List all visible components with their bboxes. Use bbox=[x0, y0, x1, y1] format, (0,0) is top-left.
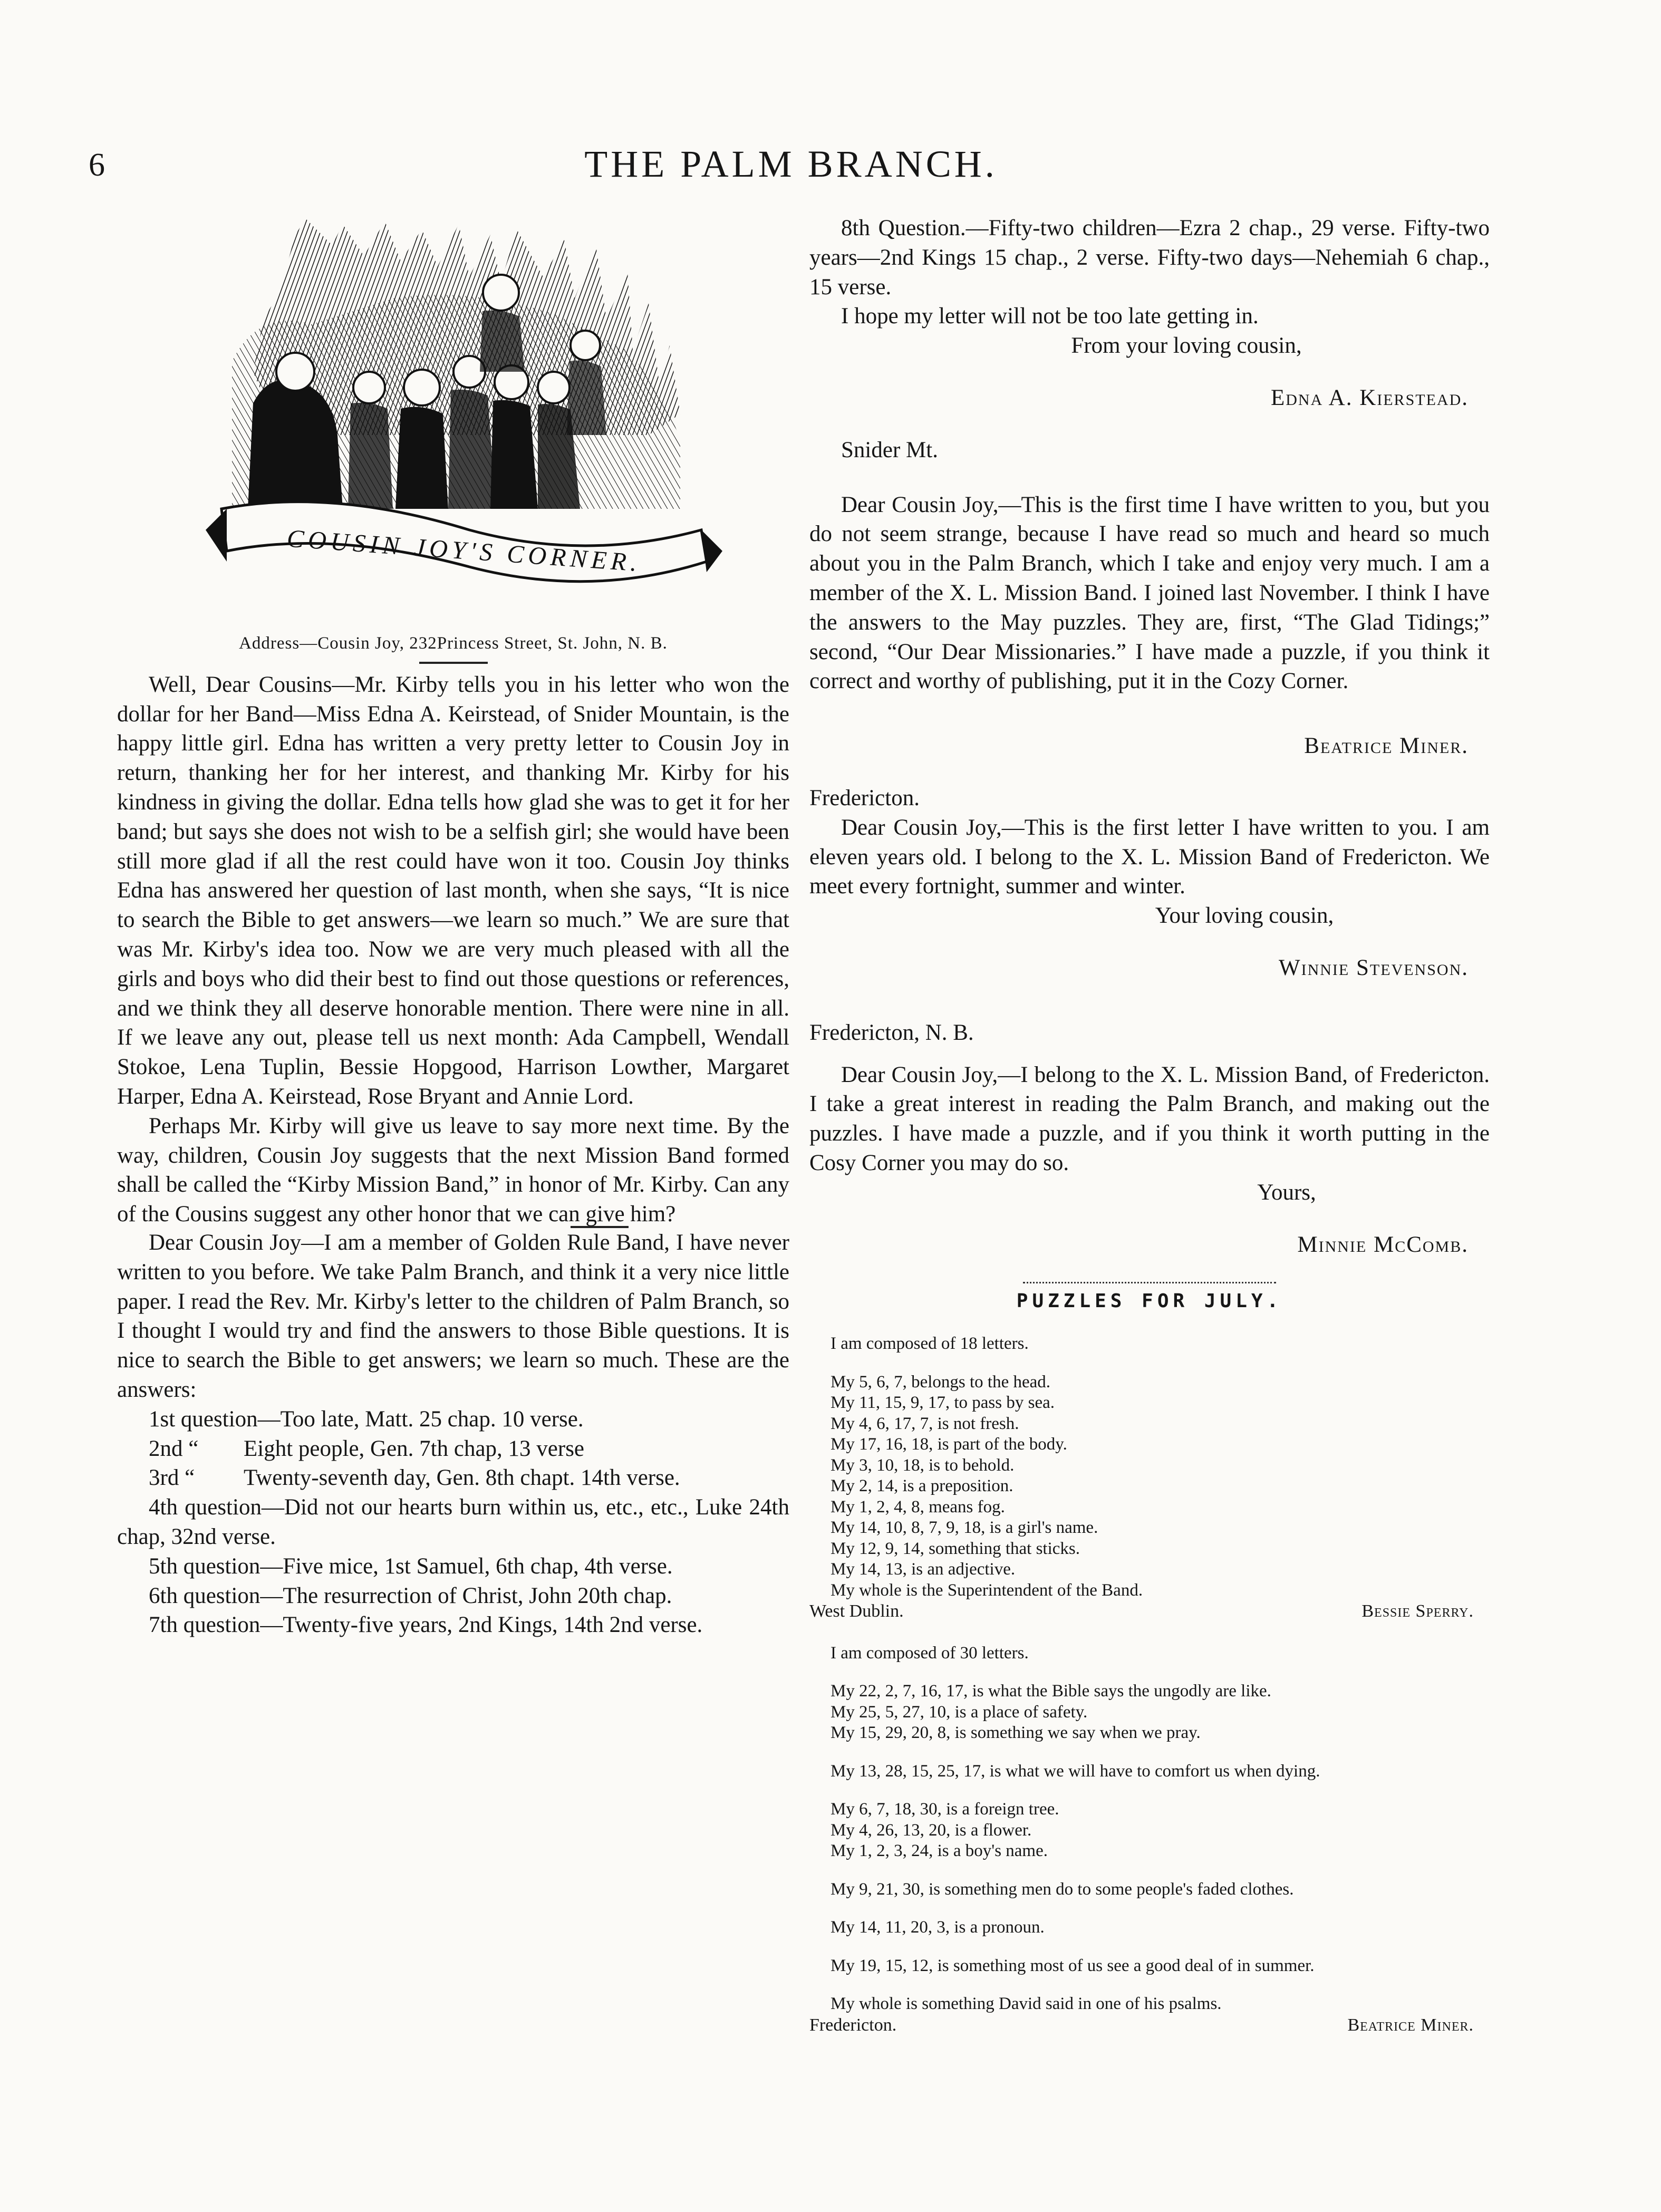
signature-minnie: Minnie McComb. bbox=[1297, 1232, 1469, 1257]
puzzle-clue: My 6, 7, 18, 30, is a foreign tree. bbox=[830, 1800, 1059, 1819]
closing-line: Your loving cousin, bbox=[1155, 903, 1334, 929]
puzzle-clue: My 14, 13, is an adjective. bbox=[830, 1560, 1016, 1579]
section-title: PUZZLES FOR JULY. bbox=[1016, 1290, 1283, 1312]
puzzle-clue: My 1, 2, 4, 8, means fog. bbox=[830, 1497, 1005, 1516]
divider bbox=[419, 662, 488, 664]
letter-minnie: Dear Cousin Joy,—I belong to the X. L. Mission Band, of Fredericton. I take a great interest in reading the Palm Branch, and making out the puzzles. I have made a puzzle, and if you think it worth putting in the Cosy Corner you may do so. bbox=[809, 1062, 1490, 1175]
puzzle-clue: My 5, 6, 7, belongs to the head. bbox=[830, 1372, 1051, 1392]
cousin-joy-engraving bbox=[174, 214, 733, 609]
puzzle-clue: My 1, 2, 3, 24, is a boy's name. bbox=[830, 1841, 1048, 1861]
editorial-paragraph: Well, Dear Cousins—Mr. Kirby tells you in his letter who won the dollar for her Band—Miss Edna A. Keirstead, of Snider Mountain, is the happy little girl. Edna has written a very pretty letter to Cousin Joy in return, thanking her for her interest, and thanking Mr. Kirby for his kindness in giving the dollar. Edna tells how glad she was to get it for her band; but says she does not wish to be a selfish girl; she would have been still more glad if all the rest could have won it too. Cousin Joy thinks Edna has answered her question of last month, when she says, “It is nice to search the Bible to get answers—we learn so much.” We are sure that was Mr. Kirby's idea too. Now we are very much pleased with all the girls and boys who did their best to find out those questions or references, and we think they all deserve honorable mention. There were nine in all. If we leave any out, please tell us next month: Ada Campbell, Wendall Stokoe, Lena Tuplin, Bessie Hopgood, Harrison Lowther, Margaret Harper, Edna A. Keirstead, Rose Bryant and Annie Lord. bbox=[117, 672, 789, 1109]
puzzle-clue: My 4, 26, 13, 20, is a flower. bbox=[830, 1820, 1032, 1840]
letter-golden-rule: Dear Cousin Joy—I am a member of Golden Rule Band, I have never written to you before. We take Palm Branch, and think it a very nice little paper. I read the Rev. Mr. Kirby's letter to the children of Palm Branch, so I thought I would try and find the answers to those Bible questions. It is nice to search the Bible to get answers; we learn so much. These are the answers: bbox=[117, 1230, 789, 1402]
puzzle-clue: My whole is something David said in one of his psalms. bbox=[830, 1994, 1222, 2014]
answer-6: 6th question—The resurrection of Christ, John 20th chap. bbox=[149, 1583, 672, 1608]
divider-dotted bbox=[1023, 1282, 1276, 1283]
signature-beatrice: Beatrice Miner. bbox=[1304, 733, 1469, 759]
address-line: Address—Cousin Joy, 232Princess Street, St. John, N. B. bbox=[239, 634, 668, 653]
answer-8: 8th Question.—Fifty-two children—Ezra 2 chap., 29 verse. Fifty-two years—2nd Kings 15 chap., 2 verse. Fifty-two days—Nehemiah 6 chap., 15 verse. bbox=[809, 216, 1490, 300]
puzzle-clue: My 14, 11, 20, 3, is a pronoun. bbox=[830, 1918, 1045, 1937]
puzzle-clue: My 17, 16, 18, is part of the body. bbox=[830, 1435, 1067, 1454]
puzzle-clue: My 14, 10, 8, 7, 9, 18, is a girl's name. bbox=[830, 1518, 1098, 1538]
answer-5: 5th question—Five mice, 1st Samuel, 6th chap, 4th verse. bbox=[149, 1553, 673, 1579]
puzzle-signature-row bbox=[809, 2015, 1490, 2036]
puzzle-signature-row bbox=[809, 1601, 1490, 1622]
left-column bbox=[117, 214, 789, 1640]
answer-text: Eight people, Gen. 7th chap, 13 verse bbox=[244, 1436, 585, 1461]
answer-text: Twenty-seventh day, Gen. 8th chapt. 14th verse. bbox=[244, 1465, 680, 1491]
answer-4: 4th question—Did not our hearts burn within us, etc., etc., Luke 24th chap, 32nd verse. bbox=[117, 1495, 789, 1549]
answer-row bbox=[117, 1434, 789, 1464]
place-line: Snider Mt. bbox=[841, 437, 938, 462]
right-column bbox=[809, 214, 1490, 2035]
puzzle-clue: My 3, 10, 18, is to behold. bbox=[830, 1455, 1015, 1475]
puzzle-clue: My 11, 15, 9, 17, to pass by sea. bbox=[830, 1393, 1055, 1413]
closing-line: From your loving cousin, bbox=[1071, 333, 1302, 359]
answer-text: —Too late, Matt. 25 chap. 10 verse. bbox=[257, 1406, 584, 1432]
answer-row bbox=[117, 1405, 789, 1434]
puzzle-1 bbox=[809, 1334, 1490, 1622]
closing-hope: I hope my letter will not be too late getting in. bbox=[841, 304, 1259, 329]
running-head: THE PALM BRANCH. bbox=[584, 143, 998, 185]
answer-row bbox=[117, 1463, 789, 1493]
puzzle-clue: My 2, 14, is a preposition. bbox=[830, 1476, 1013, 1496]
puzzle-place: West Dublin. bbox=[809, 1601, 904, 1621]
closing-line: Yours, bbox=[1257, 1180, 1316, 1205]
signature-edna: Edna A. Kierstead. bbox=[1271, 385, 1469, 410]
answer-ordinal: 2nd “ bbox=[149, 1436, 199, 1461]
puzzle-clue: My 12, 9, 14, something that sticks. bbox=[830, 1539, 1080, 1558]
puzzle-signature: Bessie Sperry. bbox=[1361, 1601, 1474, 1621]
place-line: Fredericton, N. B. bbox=[809, 1020, 974, 1045]
puzzle-clue: My whole is the Superintendent of the Band. bbox=[830, 1580, 1143, 1600]
letter-winnie: Dear Cousin Joy,—This is the first letter I have written to you. I am eleven years old. I belong to the X. L. Mission Band of Fredericton. We meet every fortnight, summer and winter. bbox=[809, 815, 1490, 899]
puzzle-clue: My 4, 6, 17, 7, is not fresh. bbox=[830, 1414, 1019, 1433]
puzzle-intro: I am composed of 18 letters. bbox=[830, 1334, 1029, 1354]
puzzle-signature: Beatrice Miner. bbox=[1347, 2015, 1474, 2035]
puzzle-clue: My 15, 29, 20, 8, is something we say when we pray. bbox=[830, 1723, 1201, 1743]
banner-text: COUSIN JOY'S CORNER. bbox=[286, 524, 642, 577]
place-line: Fredericton. bbox=[809, 785, 920, 810]
puzzle-clue: My 13, 28, 15, 25, 17, is what we will have to comfort us when dying. bbox=[830, 1761, 1320, 1781]
puzzle-2 bbox=[809, 1643, 1490, 2036]
letter-beatrice: Dear Cousin Joy,—This is the first time I have written to you, but you do not seem strange, because I have read so much and heard so much about you in the Palm Branch, which I take and enjoy very much. I am a member of the X. L. Mission Band. I joined last November. I think I have the answers to the May puzzles. They are, first, “The Glad Tidings;” second, “Our Dear Missionaries.” I have made a puzzle, if you think it correct and worthy of publishing, put it in the Cozy Corner. bbox=[809, 492, 1490, 694]
answer-7: 7th question—Twenty-five years, 2nd Kings, 14th 2nd verse. bbox=[149, 1612, 703, 1638]
puzzle-intro: I am composed of 30 letters. bbox=[830, 1643, 1029, 1663]
puzzle-clue: My 9, 21, 30, is something men do to some people's faded clothes. bbox=[830, 1879, 1294, 1899]
puzzle-clue: My 19, 15, 12, is something most of us see a good deal of in summer. bbox=[830, 1956, 1315, 1975]
answer-ordinal: 1st question bbox=[149, 1406, 258, 1432]
puzzle-clue: My 22, 2, 7, 16, 17, is what the Bible says the ungodly are like. bbox=[830, 1682, 1271, 1701]
puzzle-clue: My 25, 5, 27, 10, is a place of safety. bbox=[830, 1702, 1088, 1722]
puzzle-place: Fredericton. bbox=[809, 2015, 897, 2035]
editorial-paragraph-2: Perhaps Mr. Kirby will give us leave to say more next time. By the way, children, Cousin Joy suggests that the next Mission Band formed shall be called the “Kirby Mission Band,” in honor of Mr. Kirby. Can any of the Cousins suggest any other honor that we can give him? bbox=[117, 1113, 789, 1227]
page-number: 6 bbox=[89, 147, 105, 183]
answer-ordinal: 3rd “ bbox=[149, 1465, 195, 1491]
signature-winnie: Winnie Stevenson. bbox=[1279, 955, 1469, 980]
